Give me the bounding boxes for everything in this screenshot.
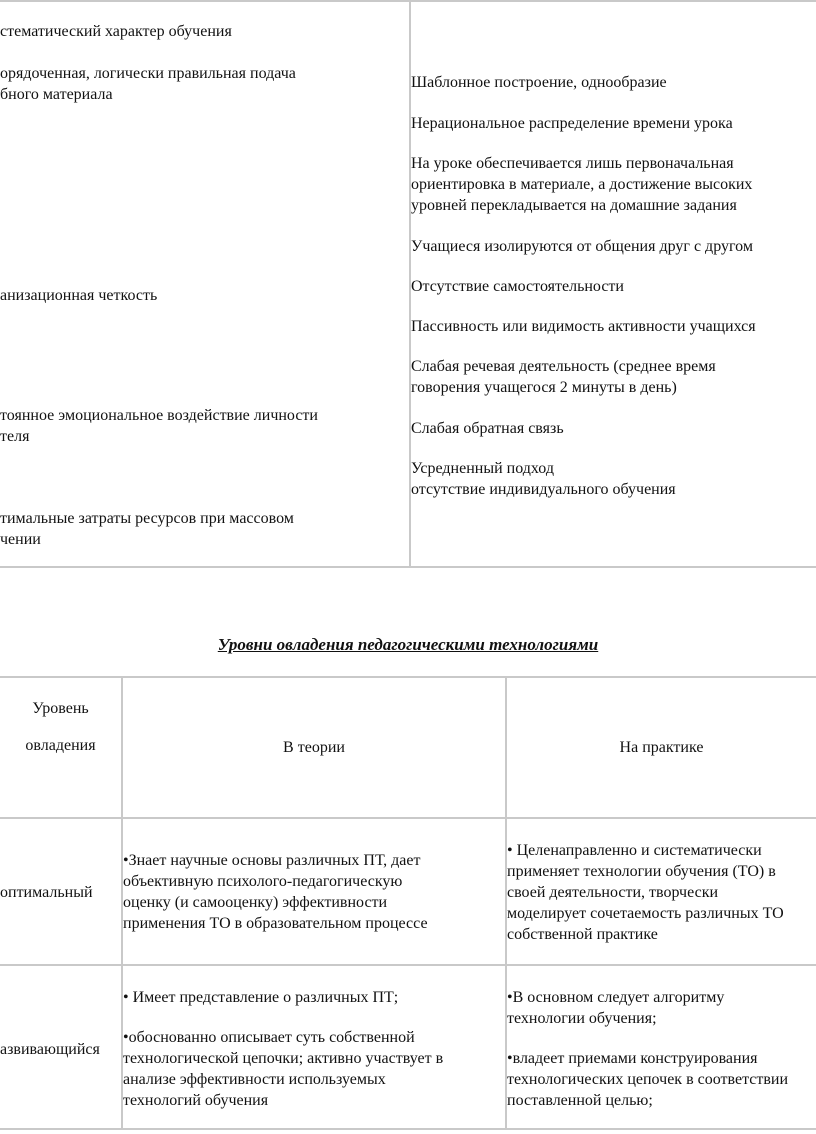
- header-level: Уровень овладения: [25, 700, 96, 754]
- top-table-top-border: [0, 0, 816, 2]
- section-title: Уровни овладения педагогическими технологиями: [217, 635, 599, 654]
- top-table-bottom-border: [0, 566, 816, 568]
- practice-cell: •владеет приемами конструирования технологических цепочек в соответствии поставленной целью;: [507, 1050, 789, 1109]
- advantage-item: орядоченная, логически правильная подача бного материала: [0, 65, 296, 103]
- practice-cell: •В основном следует алгоритму технологии обучения;: [507, 989, 725, 1027]
- disadvantage-item: На уроке обеспечивается лишь первоначальная ориентировка в материале, а достижение высоких уровней перекладывается на домашние задания: [411, 155, 753, 214]
- advantage-item: анизационная четкость: [0, 287, 158, 304]
- disadvantage-item: Нерациональное распределение времени урока: [411, 115, 733, 132]
- header-practice: На практике: [619, 739, 704, 756]
- disadvantage-item: Усредненный подход отсутствие индивидуального обучения: [411, 460, 676, 498]
- level-name: оптимальный: [0, 884, 93, 901]
- practice-cell: • Целенаправленно и систематически применяет технологии обучения (ТО) в своей деятельности, творчески моделирует сочетаемость различных ТО собственной практике: [507, 842, 784, 943]
- disadvantage-item: Шаблонное построение, однообразие: [411, 74, 667, 91]
- theory-cell: • Имеет представление о различных ПТ;: [123, 989, 399, 1006]
- theory-cell: •обоснованно описывает суть собственной технологической цепочки; активно участвует в анализе эффективности используемых технологий обучения: [123, 1029, 444, 1109]
- advantage-item: тимальные затраты ресурсов при массовом чении: [0, 510, 294, 548]
- disadvantage-item: Отсутствие самостоятельности: [411, 278, 624, 295]
- advantage-item: стематический характер обучения: [0, 23, 232, 40]
- disadvantage-item: Слабая обратная связь: [411, 420, 564, 437]
- advantage-item: тоянное эмоциональное воздействие личности теля: [0, 407, 318, 445]
- theory-cell: •Знает научные основы различных ПТ, дает объективную психолого-педагогическую оценку (и самооценку) эффективности применения ТО в образовательном процессе: [123, 852, 428, 932]
- disadvantage-item: Слабая речевая деятельность (среднее время говорения учащегося 2 минуты в день): [411, 358, 716, 396]
- level-name: азвивающийся: [0, 1041, 100, 1058]
- header-theory: В теории: [283, 739, 345, 756]
- disadvantage-item: Учащиеся изолируются от общения друг с другом: [411, 238, 753, 255]
- disadvantage-item: Пассивность или видимость активности учащихся: [411, 318, 756, 335]
